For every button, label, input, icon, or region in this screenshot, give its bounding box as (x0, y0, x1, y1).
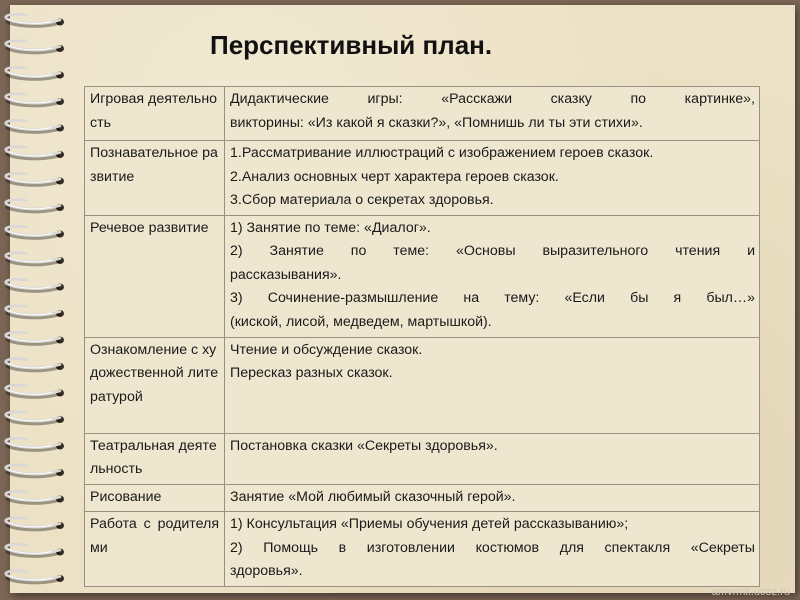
spiral-ring (6, 253, 64, 265)
activity-cell (225, 512, 760, 587)
activity-line: рассказывания». (230, 266, 342, 283)
activity-cell (225, 337, 760, 433)
table-row (85, 215, 760, 337)
spiral-ring (6, 41, 64, 53)
activity-cell (225, 215, 760, 337)
spiral-ring (6, 14, 64, 26)
spiral-ring (6, 332, 64, 344)
table-row (85, 87, 760, 141)
activity-line: 3) Сочинение-размышление на тему: «Если бы я был…» (230, 290, 755, 306)
activity-line: Занятие «Мой любимый сказочный герой». (230, 488, 516, 505)
activity-line: 2.Анализ основных черт характера героев сказок. (230, 168, 559, 185)
spiral-ring (6, 120, 64, 132)
activity-cell (225, 141, 760, 216)
spiral-ring (6, 359, 64, 371)
activity-line: Пересказ разных сказок. (230, 365, 393, 381)
category-cell: Познавательное развитие (85, 141, 225, 216)
spiral-binding (0, 0, 80, 600)
table-row (85, 141, 760, 216)
spiral-ring (6, 385, 64, 397)
table-row (85, 484, 760, 512)
activity-line: викторины: «Из какой я сказки?», «Помнишь ли ты эти стихи». (230, 114, 643, 131)
spiral-ring (6, 438, 64, 450)
spiral-ring (6, 412, 64, 424)
category-cell: Работа с родителями (85, 512, 225, 587)
activity-cell (225, 484, 760, 512)
activity-line: здоровья». (230, 563, 303, 579)
category-cell: Игровая деятельность (85, 87, 225, 141)
page-title: Перспективный план. (210, 30, 493, 60)
table-row (85, 433, 760, 484)
activity-line: Чтение и обсуждение сказок. (230, 341, 423, 358)
category-cell: Ознакомление с художественной литературой (85, 337, 225, 433)
activity-line: Постановка сказки «Секреты здоровья». (230, 437, 498, 454)
table-row (85, 337, 760, 433)
spiral-ring (6, 94, 64, 106)
spiral-ring (6, 226, 64, 238)
spiral-ring (6, 544, 64, 556)
spiral-ring (6, 147, 64, 159)
spiral-ring (6, 200, 64, 212)
activity-cell (225, 87, 760, 141)
spiral-ring (6, 67, 64, 79)
category-cell: Рисование (85, 484, 225, 512)
activity-line: 1) Консультация «Приемы обучения детей рассказыванию»; (230, 516, 629, 532)
spiral-ring (6, 571, 64, 583)
spiral-ring (6, 518, 64, 530)
activity-cell (225, 433, 760, 484)
table-row (85, 512, 760, 587)
watermark: amvrmk.ucoz.ru (711, 586, 790, 598)
activity-line: 3.Сбор материала о секретах здоровья. (230, 192, 494, 208)
activity-line: 1.Рассматривание иллюстраций с изображением героев сказок. (230, 145, 654, 161)
activity-line: (киской, лисой, медведем, мартышкой). (230, 313, 492, 330)
plan-table (84, 86, 760, 587)
activity-line: 1) Занятие по теме: «Диалог». (230, 219, 431, 236)
spiral-ring (6, 173, 64, 185)
spiral-ring (6, 279, 64, 291)
spiral-ring (6, 306, 64, 318)
activity-line: 2) Помощь в изготовлении костюмов для спектакля «Секреты (230, 539, 755, 556)
category-cell: Театральная деятельность (85, 433, 225, 484)
spiral-ring (6, 465, 64, 477)
spiral-ring (6, 491, 64, 503)
activity-line: Дидактические игры: «Расскажи сказку по картинке», (230, 91, 755, 107)
category-cell: Речевое развитие (85, 215, 225, 337)
activity-line: 2) Занятие по теме: «Основы выразительного чтения и (230, 243, 755, 259)
